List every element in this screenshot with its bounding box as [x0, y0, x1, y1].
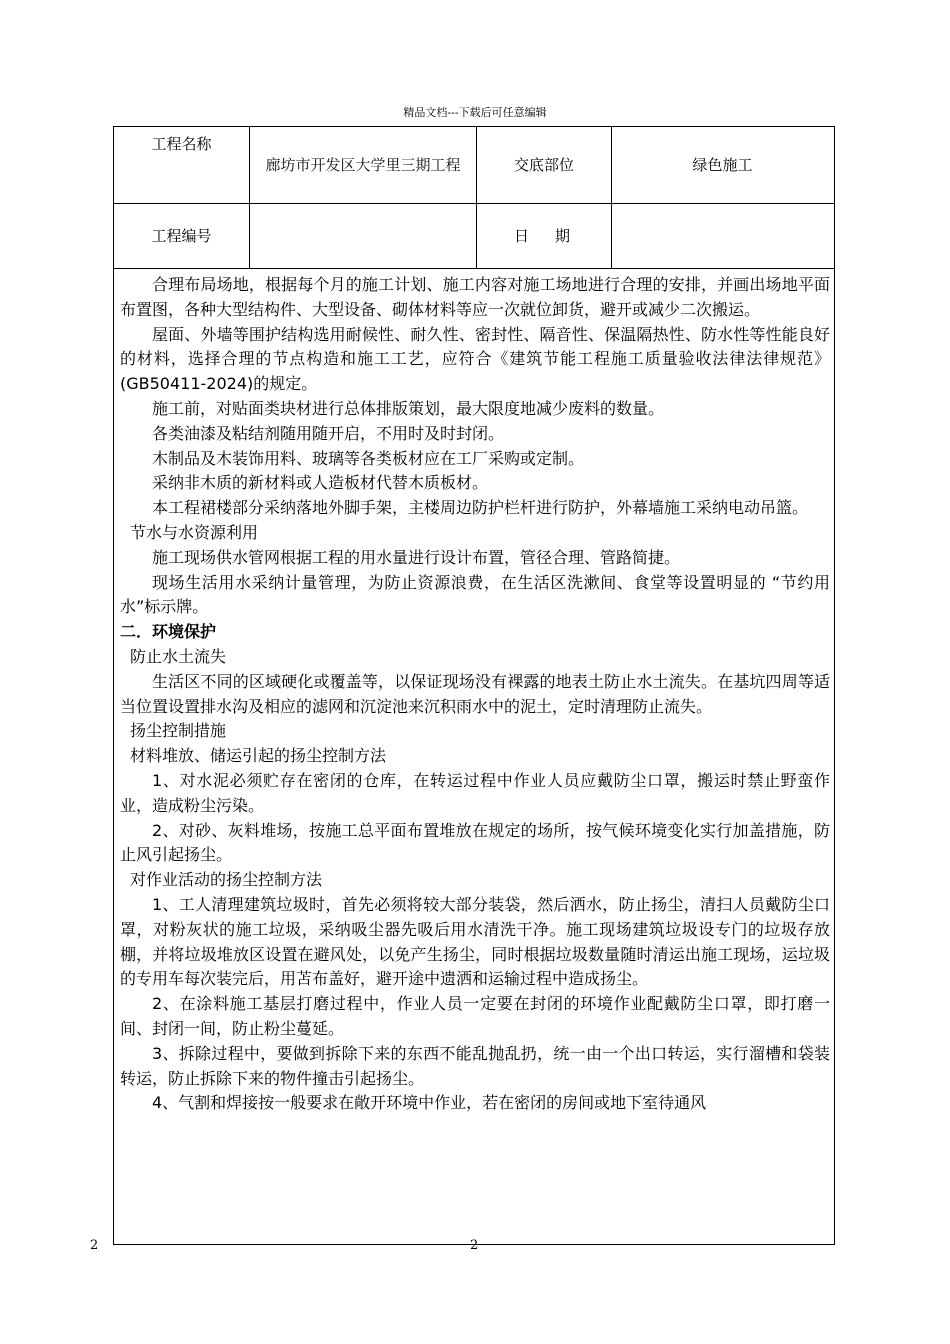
content-paragraph: 木制品及木装饰用料、玻璃等各类板材应在工厂采购或定制。	[152, 448, 585, 468]
content-paragraph: 采纳非木质的新材料或人造板材代替木质板材。	[152, 473, 489, 493]
content-paragraph: 1、工人清理建筑垃圾时，首先必须将较大部分装袋，然后洒水，防止扬尘，清扫人员戴防尘口罩，对粉灰状的施工垃圾，采纳吸尘器先吸后用水清洗干净。施工现场建筑垃圾设专门的垃圾存放棚，并将垃圾堆放区设置在避风处，以免产生扬尘，同时根据垃圾数量随时清运出施工现场，运垃圾的专用车每次装完后，用苫布盖好，避开途中遗洒和运输过程中造成扬尘。	[120, 894, 830, 989]
content-paragraph: 屋面、外墙等围护结构选用耐候性、耐久性、密封性、隔音性、保温隔热性、防水性等性能良好的材料，选择合理的节点构造和施工工艺，应符合《建筑节能工程施工质量验收法律法律规范》(GB50411-2024)的规定。	[120, 324, 830, 394]
subsection-heading: 扬尘控制措施	[130, 721, 227, 741]
subsection-heading: 防止水土流失	[130, 646, 227, 666]
content-paragraph: 施工前，对贴面类块材进行总体排版策划，最大限度地减少废料的数量。	[152, 398, 665, 418]
content-paragraph: 合理布局场地，根据每个月的施工计划、施工内容对施工场地进行合理的安排，并画出场地平面布置图，各种大型结构件、大型设备、砌体材料等应一次就位卸货，避开或减少二次搬运。	[120, 275, 830, 319]
content-paragraph: 2、对砂、灰料堆场，按施工总平面布置堆放在规定的场所，按气候环境变化实行加盖措施，防止风引起扬尘。	[120, 820, 830, 865]
date-label: 日期	[477, 204, 612, 268]
subsection-heading: 对作业活动的扬尘控制方法	[130, 870, 323, 890]
content-paragraph: 2、在涂料施工基层打磨过程中，作业人员一定要在封闭的环境作业配戴防尘口罩，即打磨一间、封闭一间，防止粉尘蔓延。	[120, 994, 830, 1038]
table-row	[114, 204, 834, 269]
content-paragraph: 施工现场供水管网根据工程的用水量进行设计布置，管径合理、管路简捷。	[152, 547, 681, 567]
disclosure-content	[114, 269, 834, 1244]
disclosure-part-label: 交底部位	[477, 127, 612, 203]
content-paragraph: 本工程裙楼部分采纳落地外脚手架，主楼周边防护栏杆进行防护，外幕墙施工采纳电动吊篮。	[152, 498, 809, 518]
subsection-heading: 节水与水资源利用	[130, 522, 259, 542]
content-paragraph: 1、对水泥必须贮存在密闭的仓库，在转运过程中作业人员应戴防尘口罩，搬运时禁止野蛮作业，造成粉尘污染。	[120, 770, 830, 815]
project-name-value: 廊坊市开发区大学里三期工程	[250, 127, 477, 203]
project-number-label: 工程编号	[114, 204, 250, 268]
project-name-label: 工程名称	[114, 127, 250, 203]
content-paragraph: 现场生活用水采纳计量管理，为防止资源浪费，在生活区洗漱间、食堂等设置明显的 “节约用水”标示牌。	[120, 572, 830, 617]
page-number-left: 2	[90, 1238, 99, 1253]
content-paragraph: 3、拆除过程中，要做到拆除下来的东西不能乱抛乱扔，统一由一个出口转运，实行溜槽和袋装转运，防止拆除下来的物件撞击引起扬尘。	[120, 1043, 830, 1088]
page-number-center: 2	[470, 1238, 479, 1253]
content-paragraph: 4、气割和焊接按一般要求在敞开环境中作业，若在密闭的房间或地下室待通风	[152, 1093, 707, 1113]
disclosure-table	[113, 126, 835, 1245]
content-paragraph: 各类油漆及粘结剂随用随开启，不用时及时封闭。	[152, 423, 505, 443]
section-heading: 二．环境保护	[120, 622, 217, 642]
disclosure-part-value: 绿色施工	[692, 156, 753, 174]
content-paragraph: 生活区不同的区域硬化或覆盖等，以保证现场没有裸露的地表土防止水土流失。在基坑四周等适当位置设置排水沟及相应的滤网和沉淀池来沉积雨水中的泥土，定时清理防止流失。	[120, 671, 830, 716]
header-note: 精品文档---下载后可任意编辑	[403, 106, 547, 119]
subsection-heading: 材料堆放、储运引起的扬尘控制方法	[130, 746, 387, 766]
table-row	[114, 127, 834, 204]
project-number-value	[250, 204, 477, 268]
date-value	[612, 204, 833, 268]
